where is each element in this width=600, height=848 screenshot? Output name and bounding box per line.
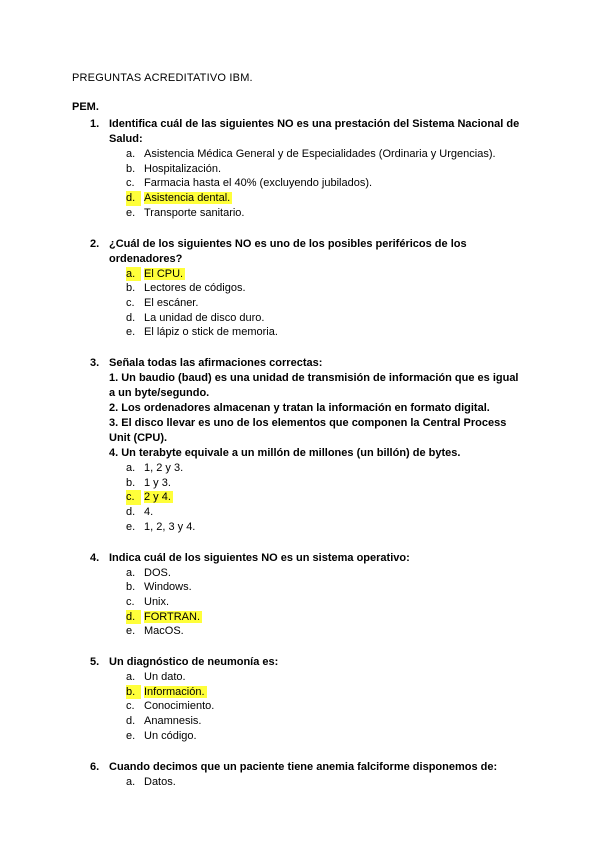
answer-option xyxy=(72,520,532,535)
option-letter: e. xyxy=(126,206,136,219)
question-number: 1. xyxy=(90,118,100,130)
answer-option xyxy=(72,281,532,296)
option-letter: d. xyxy=(126,311,136,324)
question-line: 1. Un baudio (baud) es una unidad de transmisión de información que es igual xyxy=(109,372,519,385)
question-line: Señala todas las afirmaciones correctas: xyxy=(109,357,323,370)
highlighted-answer: El CPU. xyxy=(144,267,184,280)
option-text: La unidad de disco duro. xyxy=(144,311,265,324)
option-letter: c. xyxy=(126,595,135,608)
question-list xyxy=(72,117,532,805)
answer-options xyxy=(72,267,532,341)
option-letter: c. xyxy=(126,490,141,505)
answer-option xyxy=(72,580,532,595)
answer-option xyxy=(72,729,532,744)
question-5 xyxy=(72,655,532,744)
option-letter: d. xyxy=(126,715,136,728)
answer-option xyxy=(72,311,532,326)
option-text: 1, 2, 3 y 4. xyxy=(144,520,196,533)
highlighted-answer: Información. xyxy=(144,685,205,698)
option-letter: d. xyxy=(126,506,136,519)
option-letter: c. xyxy=(126,177,135,190)
answer-option xyxy=(72,461,532,476)
answer-option xyxy=(72,685,532,700)
question-line: Unit (CPU). xyxy=(109,432,168,445)
option-letter: d. xyxy=(126,191,141,206)
question-text xyxy=(72,655,532,670)
answer-option xyxy=(72,191,532,206)
answer-option xyxy=(72,670,532,685)
option-text: Un código. xyxy=(144,729,197,742)
option-text: 1 y 3. xyxy=(144,476,171,489)
option-text: Farmacia hasta el 40% (excluyendo jubilados). xyxy=(144,177,373,190)
option-letter: a. xyxy=(126,267,141,282)
question-line: 3. El disco llevar es uno de los elementos que componen la Central Process xyxy=(109,417,507,430)
question-number: 3. xyxy=(90,357,100,370)
answer-option xyxy=(72,206,532,221)
question-number: 6. xyxy=(90,760,100,773)
option-letter: a. xyxy=(126,775,136,788)
option-letter: c. xyxy=(126,296,135,309)
question-text xyxy=(72,551,532,566)
answer-option xyxy=(72,325,532,340)
answer-option xyxy=(72,566,532,581)
highlighted-answer: FORTRAN. xyxy=(144,610,201,623)
question-3 xyxy=(72,356,532,535)
answer-option xyxy=(72,267,532,282)
question-text xyxy=(72,237,532,267)
answer-options xyxy=(72,147,532,221)
answer-option xyxy=(72,595,532,610)
answer-options xyxy=(72,566,532,640)
question-number: 2. xyxy=(90,237,100,250)
option-text: Hospitalización. xyxy=(144,162,222,175)
answer-option xyxy=(72,476,532,491)
option-text: DOS. xyxy=(144,566,171,579)
option-text: El escáner. xyxy=(144,296,199,309)
document-title: PREGUNTAS ACREDITATIVO IBM. xyxy=(72,72,253,84)
answer-option xyxy=(72,176,532,191)
option-letter: a. xyxy=(126,566,136,579)
question-line: Indica cuál de los siguientes NO es un sistema operativo: xyxy=(109,551,410,564)
question-line: a un byte/segundo. xyxy=(109,387,210,400)
answer-options xyxy=(72,461,532,535)
question-2 xyxy=(72,237,532,341)
option-letter: b. xyxy=(126,476,136,489)
answer-option xyxy=(72,775,532,790)
option-text: Anamnesis. xyxy=(144,715,202,728)
option-letter: b. xyxy=(126,282,136,295)
answer-option xyxy=(72,714,532,729)
option-letter: d. xyxy=(126,610,141,625)
question-line: ¿Cuál de los siguientes NO es uno de los posibles periféricos de los xyxy=(109,237,467,250)
option-letter: b. xyxy=(126,581,136,594)
section-heading: PEM. xyxy=(72,101,99,113)
option-letter: e. xyxy=(126,729,136,742)
option-text: Datos. xyxy=(144,775,176,788)
option-text: Asistencia Médica General y de Especialidades (Ordinaria y Urgencias). xyxy=(144,148,496,160)
question-number: 4. xyxy=(90,551,100,564)
option-text: Un dato. xyxy=(144,671,186,684)
question-line: Identifica cuál de las siguientes NO es una prestación del Sistema Nacional de xyxy=(109,118,520,130)
answer-option xyxy=(72,490,532,505)
option-letter: b. xyxy=(126,685,141,700)
option-letter: b. xyxy=(126,162,136,175)
answer-option xyxy=(72,610,532,625)
answer-option xyxy=(72,147,532,162)
option-text: 4. xyxy=(144,506,154,519)
option-text: Unix. xyxy=(144,595,170,608)
highlighted-answer: 2 y 4. xyxy=(144,491,171,504)
option-letter: e. xyxy=(126,326,136,339)
question-line: Cuando decimos que un paciente tiene anemia falciforme disponemos de: xyxy=(109,760,498,773)
question-number: 5. xyxy=(90,656,100,669)
highlighted-answer: Asistencia dental. xyxy=(144,192,231,205)
option-letter: a. xyxy=(126,671,136,684)
option-text: Transporte sanitario. xyxy=(144,206,245,219)
answer-option xyxy=(72,505,532,520)
option-letter: c. xyxy=(126,700,135,713)
option-letter: a. xyxy=(126,148,136,160)
option-letter: e. xyxy=(126,520,136,533)
question-line: ordenadores? xyxy=(109,252,183,265)
option-letter: e. xyxy=(126,625,136,638)
question-6 xyxy=(72,760,532,790)
option-text: El lápiz o stick de memoria. xyxy=(144,326,278,339)
answer-options xyxy=(72,670,532,744)
question-line: Salud: xyxy=(109,133,143,145)
option-text: Windows. xyxy=(144,581,192,594)
question-text xyxy=(72,117,532,147)
question-line: 4. Un terabyte equivale a un millón de millones (un billón) de bytes. xyxy=(109,447,461,460)
question-text xyxy=(72,760,532,775)
answer-option xyxy=(72,296,532,311)
question-text xyxy=(72,356,532,461)
option-letter: a. xyxy=(126,462,136,475)
answer-options xyxy=(72,775,532,790)
question-4 xyxy=(72,551,532,640)
answer-option xyxy=(72,624,532,639)
option-text: 1, 2 y 3. xyxy=(144,462,184,475)
question-line: Un diagnóstico de neumonía es: xyxy=(109,656,279,669)
option-text: Lectores de códigos. xyxy=(144,282,246,295)
answer-option xyxy=(72,699,532,714)
option-text: MacOS. xyxy=(144,625,184,638)
question-line: 2. Los ordenadores almacenan y tratan la información en formato digital. xyxy=(109,402,490,415)
answer-option xyxy=(72,162,532,177)
question-1 xyxy=(72,117,532,221)
option-text: Conocimiento. xyxy=(144,700,215,713)
